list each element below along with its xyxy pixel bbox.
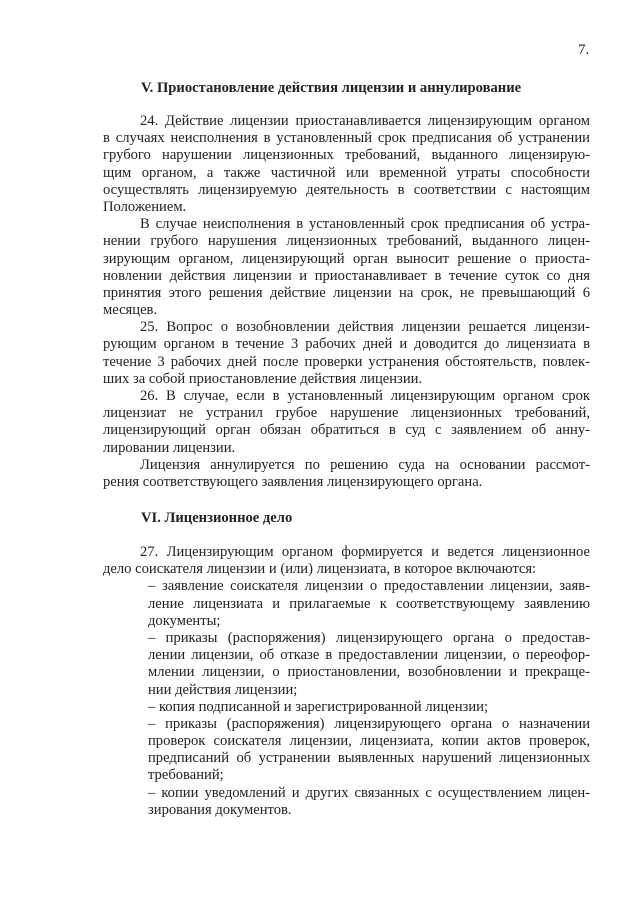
text-line: – приказы (распоряжения) лицензирующего органа о назначении: [148, 715, 590, 732]
text-line: дело соискателя лицензии и (или) лицензиата, в которое включаются:: [103, 561, 537, 578]
text-line: – копии уведомлений и других связанных с осуществлением лицен-: [148, 784, 590, 801]
text-line: В случае неисполнения в установленный срок предписания об устра-: [140, 216, 590, 233]
text-line: проверок соискателя лицензии, лицензиата, копии актов проверок,: [148, 733, 590, 750]
text-line: – копия подписанной и зарегистрированной лицензии;: [148, 698, 488, 715]
text-line: зирования документов.: [148, 801, 292, 818]
text-line: щим органом, а также частичной или временной утраты способности: [103, 164, 590, 181]
section-5-heading: V. Приостановление действия лицензии и аннулирование: [141, 80, 522, 96]
text-line: новлении действия лицензии и приостанавливает в течение суток со дня: [103, 267, 590, 284]
text-line: 25. Вопрос о возобновлении действия лицензии решается лицензи-: [140, 319, 590, 336]
paragraph: [103, 457, 590, 491]
text-line: нии действия лицензии;: [148, 681, 298, 698]
text-line: течение 3 рабочих дней после проверки устранения обстоятельств, повлек-: [103, 353, 590, 370]
page-number: 7.: [578, 42, 590, 58]
list-item: [103, 716, 590, 785]
text-line: рения соответствующего заявления лицензирующего органа.: [103, 473, 483, 490]
paragraph: [103, 216, 590, 319]
paragraph: [103, 388, 590, 457]
list-item: [103, 578, 590, 630]
text-line: ление лицензиата и прилагаемые к соответствующему заявлению: [148, 595, 590, 612]
paragraph: [103, 113, 590, 216]
text-line: 26. В случае, если в установленный лицензирующим органом срок: [140, 388, 590, 404]
text-line: 24. Действие лицензии приостанавливается лицензирующим органом: [140, 113, 590, 129]
text-line: рующим органом в течение 3 рабочих дней и доводится до лицензиата в: [103, 336, 590, 353]
text-line: осуществлять лицензируемую деятельность в соответствии с настоящим: [103, 181, 590, 198]
list-item: [103, 699, 590, 716]
section-6-heading: VI. Лицензионное дело: [141, 510, 293, 526]
text-line: Положением.: [103, 198, 187, 215]
text-line: предписаний об устранении выявленных нарушений лицензионных: [148, 750, 590, 767]
list-item: [103, 630, 590, 699]
section-5-body: [103, 113, 590, 491]
paragraph: [103, 544, 590, 578]
text-line: – заявление соискателя лицензии о предоставлении лицензии, заяв-: [148, 578, 590, 595]
section-6-body: [103, 544, 590, 819]
text-line: – приказы (распоряжения) лицензирующего органа о предостав-: [148, 629, 590, 646]
text-line: лировании лицензии.: [103, 439, 236, 456]
list-item: [103, 785, 590, 819]
text-line: документы;: [148, 612, 221, 629]
text-line: зирующим органом, лицензирующий орган выносит решение о приоста-: [103, 250, 590, 267]
text-line: млении лицензии, о приостановлении, возобновлении и прекраще-: [148, 664, 590, 681]
paragraph: [103, 319, 590, 388]
text-line: 27. Лицензирующим органом формируется и ведется лицензионное: [140, 544, 590, 560]
text-line: лицензирующий орган обязан обратиться в суд с заявлением об анну-: [103, 422, 590, 439]
text-line: требований;: [148, 767, 224, 784]
text-line: лицензиат не устранил грубое нарушение лицензионных требований,: [103, 405, 590, 422]
text-line: в случаях неисполнения в установленный срок предписания об устранении: [103, 130, 590, 147]
text-line: грубого нарушении лицензионных требований, выданного лицензирую-: [103, 147, 590, 164]
text-line: ших за собой приостановление действия лицензии.: [103, 370, 423, 387]
text-line: принятия этого решения действие лицензии на срок, не превышающий 6: [103, 284, 590, 301]
text-line: нении грубого нарушения лицензионных требований, выданного лицен-: [103, 233, 590, 250]
text-line: лении лицензии, об отказе в предоставлении лицензии, о переофор-: [148, 647, 590, 664]
text-line: Лицензия аннулируется по решению суда на основании рассмот-: [140, 456, 590, 473]
text-line: месяцев.: [103, 302, 158, 319]
